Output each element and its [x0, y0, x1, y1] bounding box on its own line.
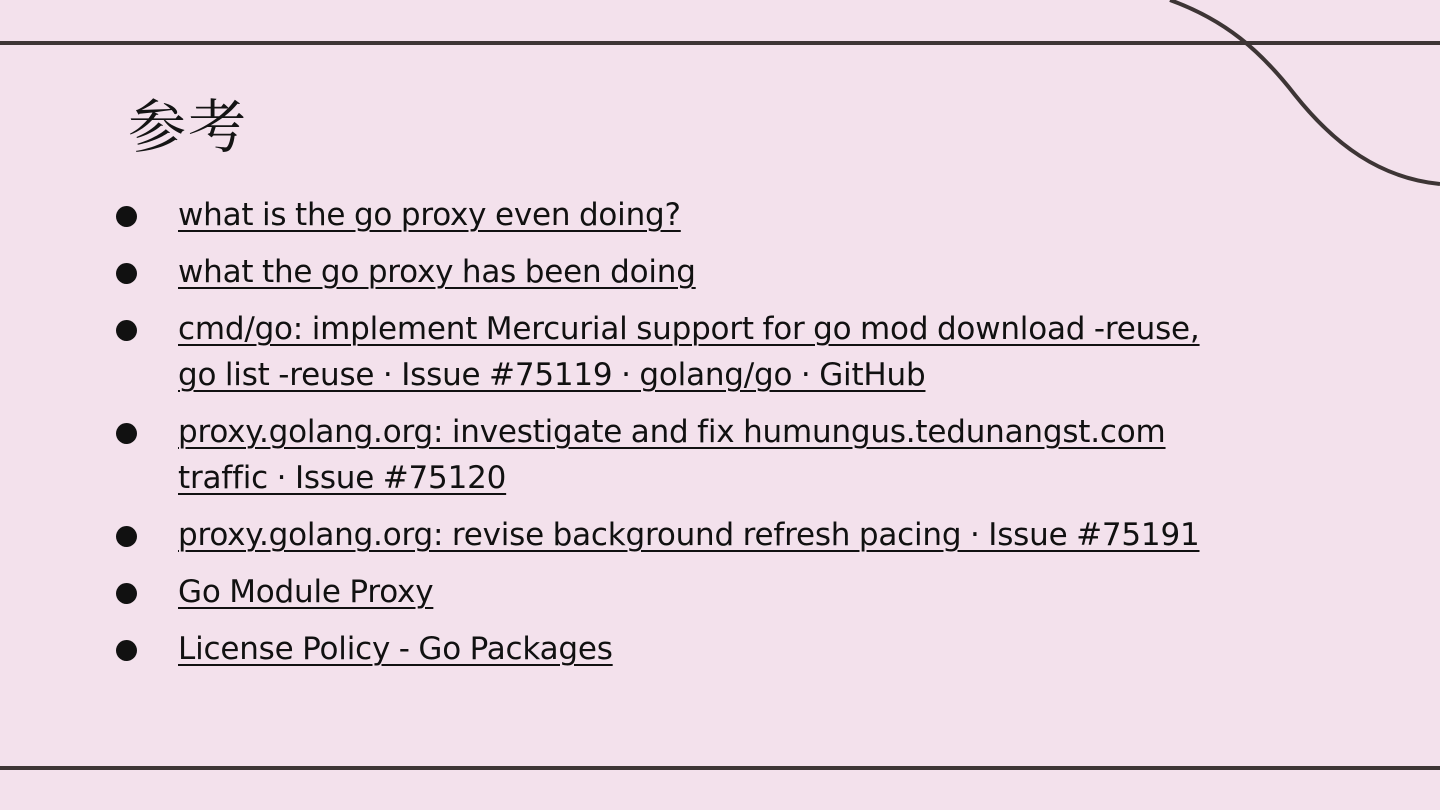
list-item [116, 626, 1236, 672]
bullet-icon [116, 263, 137, 284]
list-item [116, 249, 1236, 295]
reference-link-issue-75120[interactable]: proxy.golang.org: investigate and fix humungus.tedunangst.com traffic · Issue #75120 [178, 414, 1166, 496]
bottom-divider [0, 766, 1440, 770]
list-item [116, 512, 1236, 558]
reference-link-issue-75191[interactable]: proxy.golang.org: revise background refresh pacing · Issue #75191 [178, 517, 1200, 553]
list-item [116, 192, 1236, 238]
bullet-icon [116, 320, 137, 341]
bullet-icon [116, 206, 137, 227]
slide-title: 参考 [128, 93, 249, 161]
bullet-icon [116, 423, 137, 444]
reference-link-go-proxy-has-been-doing[interactable]: what the go proxy has been doing [178, 254, 696, 290]
bullet-icon [116, 640, 137, 661]
list-item [116, 409, 1236, 501]
reference-link-license-policy[interactable]: License Policy - Go Packages [178, 631, 613, 667]
bullet-icon [116, 526, 137, 547]
reference-list [116, 192, 1236, 683]
reference-link-go-proxy-even-doing[interactable]: what is the go proxy even doing? [178, 197, 681, 233]
reference-link-go-module-proxy[interactable]: Go Module Proxy [178, 574, 434, 610]
reference-link-issue-75119[interactable]: cmd/go: implement Mercurial support for go mod download -reuse, go list -reuse · Issue #75119 · golang/go · GitHub [178, 311, 1200, 393]
list-item [116, 306, 1236, 398]
list-item [116, 569, 1236, 615]
bullet-icon [116, 583, 137, 604]
decorative-curve [1150, 0, 1440, 200]
